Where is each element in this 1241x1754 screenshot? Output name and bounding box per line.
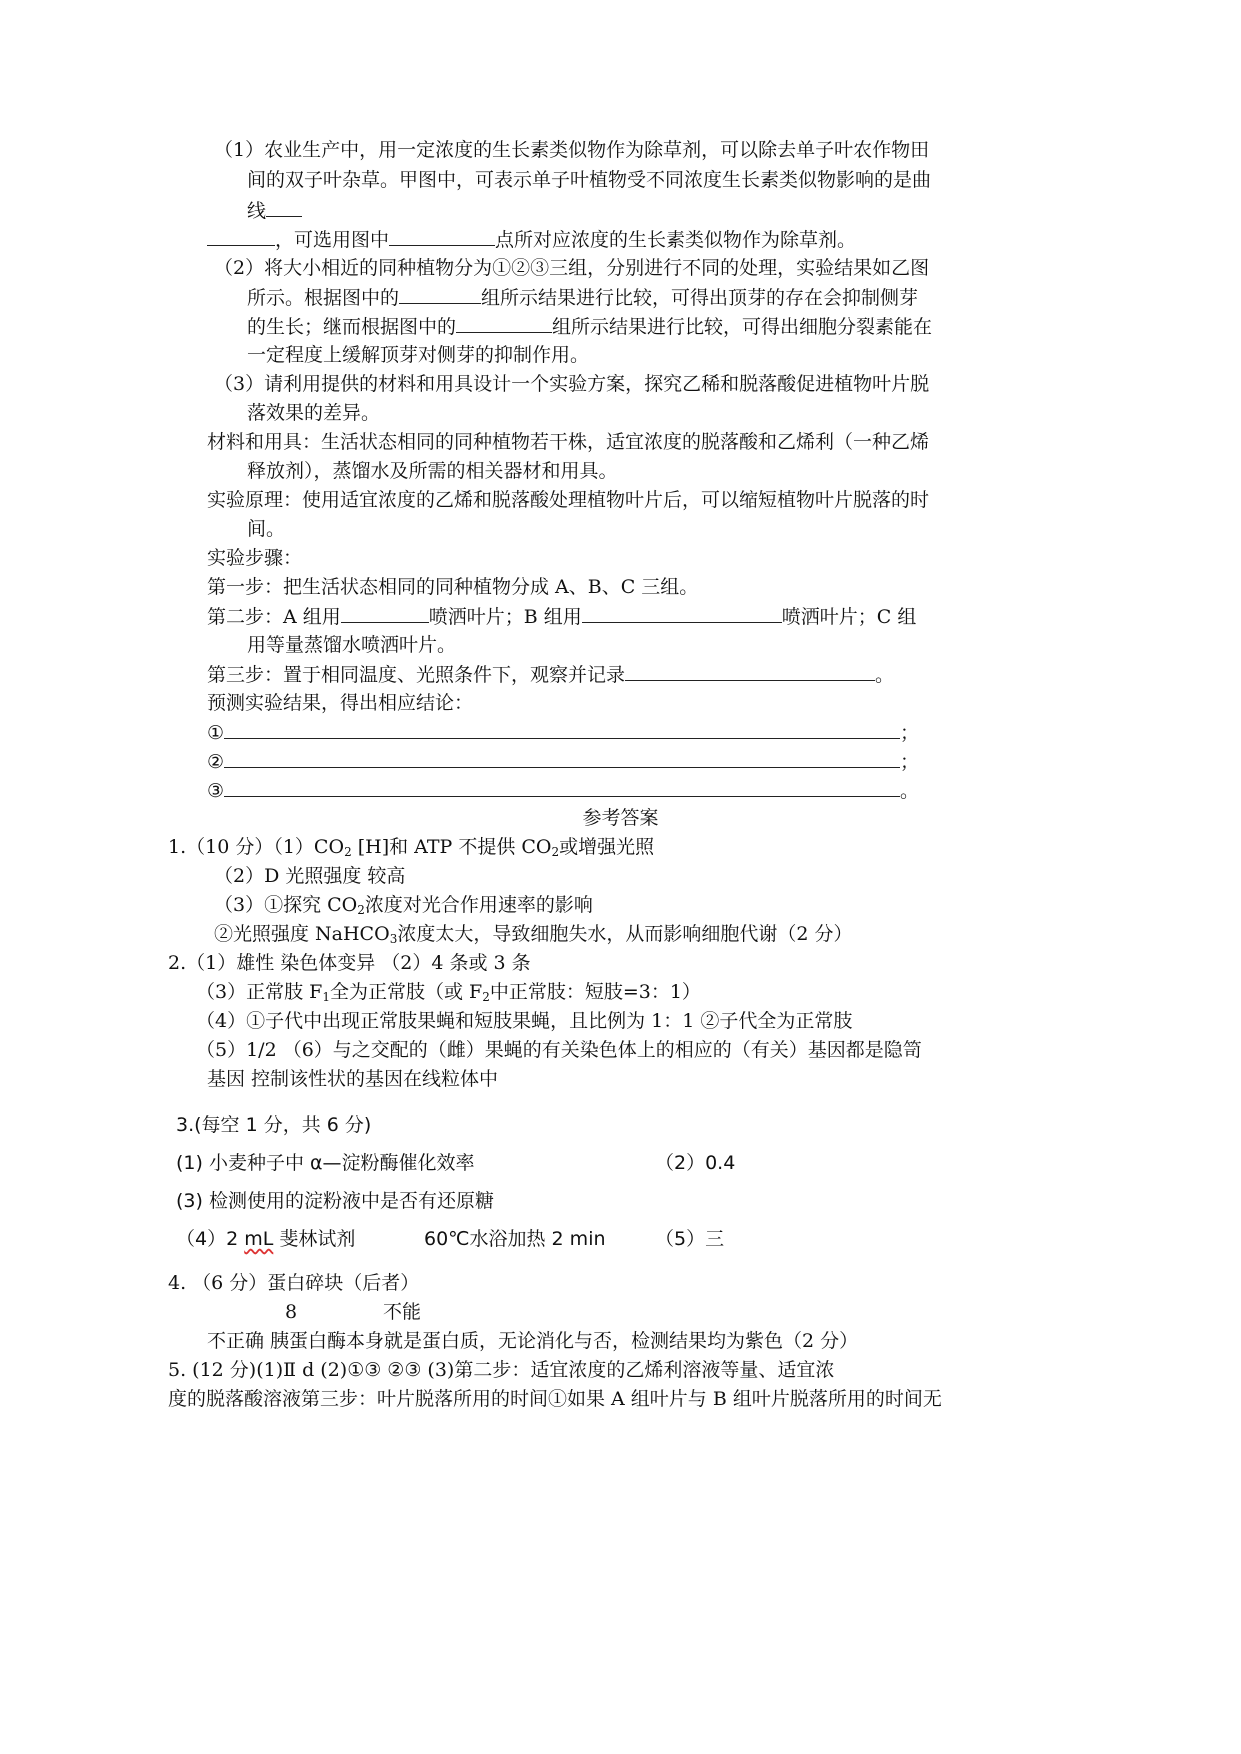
answer-1-line1: 1.（10 分）$(1)CO_2$ [H]和 ATP 不提供 $CO_2$或增强光照 (168, 836, 655, 859)
answer-5-line2: 度的脱落酸溶液第三步：叶片脱落所用的时间①如果 A 组叶片与 B 组叶片脱落所用的时间无 (168, 1388, 942, 1410)
answer-1-line4: ②光照强度 NaHCO$_3$浓度太大，导致细胞失水，从而影响细胞代谢（2 分） (214, 923, 853, 946)
answer-3-line3-middle: 60℃水浴加热 2 min (424, 1228, 606, 1250)
answer-3-line2: (3) 检测使用的淀粉液中是否有还原糖 (176, 1190, 494, 1212)
answer-4-line1: 4. （6 分）蛋白碎块（后者） (168, 1272, 420, 1294)
predict-heading: 预测实验结果，得出相应结论： (207, 692, 474, 714)
answer-2-line4: （5）1/2 （6）与之交配的（雌）果蝇的有关染色体上的相应的（有关）基因都是隐笥 (196, 1039, 922, 1061)
answer-3-line3: （4）2 mL 斐林试剂 (176, 1228, 356, 1250)
answer-5-line1: 5. (12 分)(1)Ⅱ d (2)①③ ②③ (3)第二步：适宜浓度的乙烯利溶液等量、适宜浓 (168, 1359, 835, 1381)
answer-3-line3-right: （5）三 (655, 1228, 725, 1250)
answer-blank (224, 720, 900, 739)
q5-p2-line3: 的生长；继而根据图中的 组所示结果进行比较，可得出细胞分裂素能在 (247, 316, 933, 338)
answer-1-line2: （2）D 光照强度 较高 (214, 865, 406, 887)
answer-blank (207, 227, 275, 246)
q5-p3-line1: （3）请利用提供的材料和用具设计一个实验方案，探究乙稀和脱落酸促进植物叶片脱 (214, 373, 930, 395)
principle-line1: 实验原理：使用适宜浓度的乙烯和脱落酸处理植物叶片后，可以缩短植物叶片脱落的时 (207, 489, 930, 511)
answer-3-line1: (1) 小麦种子中 α—淀粉酶催化效率 (176, 1152, 475, 1174)
result-line-3: ③ 。 (207, 780, 920, 802)
q5-p2-line4: 一定程度上缓解顶芽对侧芽的抑制作用。 (247, 344, 590, 366)
q5-p2-line2: 所示。根据图中的 组所示结果进行比较，可得出顶芽的存在会抑制侧芽 (247, 287, 919, 309)
answer-4-line2-left: 8 (285, 1301, 298, 1323)
principle-line2: 间。 (247, 518, 286, 540)
answer-blank (399, 285, 481, 304)
materials-line2: 释放剂），蒸馏水及所需的相关器材和用具。 (247, 460, 618, 482)
q5-p1-line4: ，可选用图中 点所对应浓度的生长素类似物作为除草剂。 (207, 227, 856, 252)
materials-line1: 材料和用具：生活状态相同的同种植物若干株，适宜浓度的脱落酸和乙烯利（一种乙烯 (207, 431, 930, 453)
answer-2-line1: 2.（1）雄性 染色体变异 （2）4 条或 3 条 (168, 952, 531, 974)
q5-p2-line1: （2）将大小相近的同种植物分为①②③三组，分别进行不同的处理，实验结果如乙图 (214, 257, 930, 279)
answer-4-line3: 不正确 胰蛋白酶本身就是蛋白质，无论消化与否，检测结果均为紫色（2 分） (207, 1330, 859, 1352)
answer-3-heading: 3.(每空 1 分，共 6 分) (176, 1114, 372, 1136)
answer-blank (224, 749, 900, 768)
answer-blank (341, 604, 429, 623)
answer-2-line5: 基因 控制该性状的基因在线粒体中 (207, 1068, 499, 1090)
result-line-1: ① ； (207, 722, 920, 744)
result-line-2: ② ； (207, 751, 920, 773)
q5-p1-line1: （1）农业生产中，用一定浓度的生长素类似物作为除草剂，可以除去单子叶农作物田 (214, 139, 930, 161)
answers-heading: 参考答案 (582, 807, 659, 829)
answer-1-line3: （3）①探究 $CO_2$浓度对光合作用速率的影响 (214, 894, 593, 917)
answer-3-line1-right: （2）0.4 (655, 1152, 736, 1174)
answer-blank (389, 227, 495, 246)
answer-blank (456, 314, 552, 333)
step-3: 第三步：置于相同温度、光照条件下，观察并记录 。 (207, 664, 895, 686)
steps-heading: 实验步骤： (207, 547, 303, 569)
answer-blank (266, 198, 302, 217)
q5-p3-line2: 落效果的差异。 (247, 402, 381, 424)
q5-p1-line2: 间的双子叶杂草。甲图中，可表示单子叶植物受不同浓度生长素类似物影响的是曲 (247, 169, 932, 191)
answer-blank (625, 662, 875, 681)
step-2-line2: 用等量蒸馏水喷洒叶片。 (247, 634, 457, 656)
step-1: 第一步：把生活状态相同的同种植物分成 A、B、C 三组。 (207, 576, 699, 598)
answer-blank (224, 778, 900, 797)
step-2-line1: 第二步：A 组用 喷洒叶片；B 组用 喷洒叶片；C 组 (207, 606, 917, 628)
q5-p1-line3: 线 (247, 198, 302, 223)
answer-blank (582, 604, 782, 623)
answer-2-line2: （3）正常肢 $F_1$全为正常肢（或 $F_2$中正常肢：短肢=3：1） (196, 981, 701, 1004)
answer-4-line2-right: 不能 (383, 1301, 422, 1323)
answer-2-line3: （4）①子代中出现正常肢果蝇和短肢果蝇，且比例为 1：1 ②子代全为正常肢 (196, 1010, 853, 1032)
